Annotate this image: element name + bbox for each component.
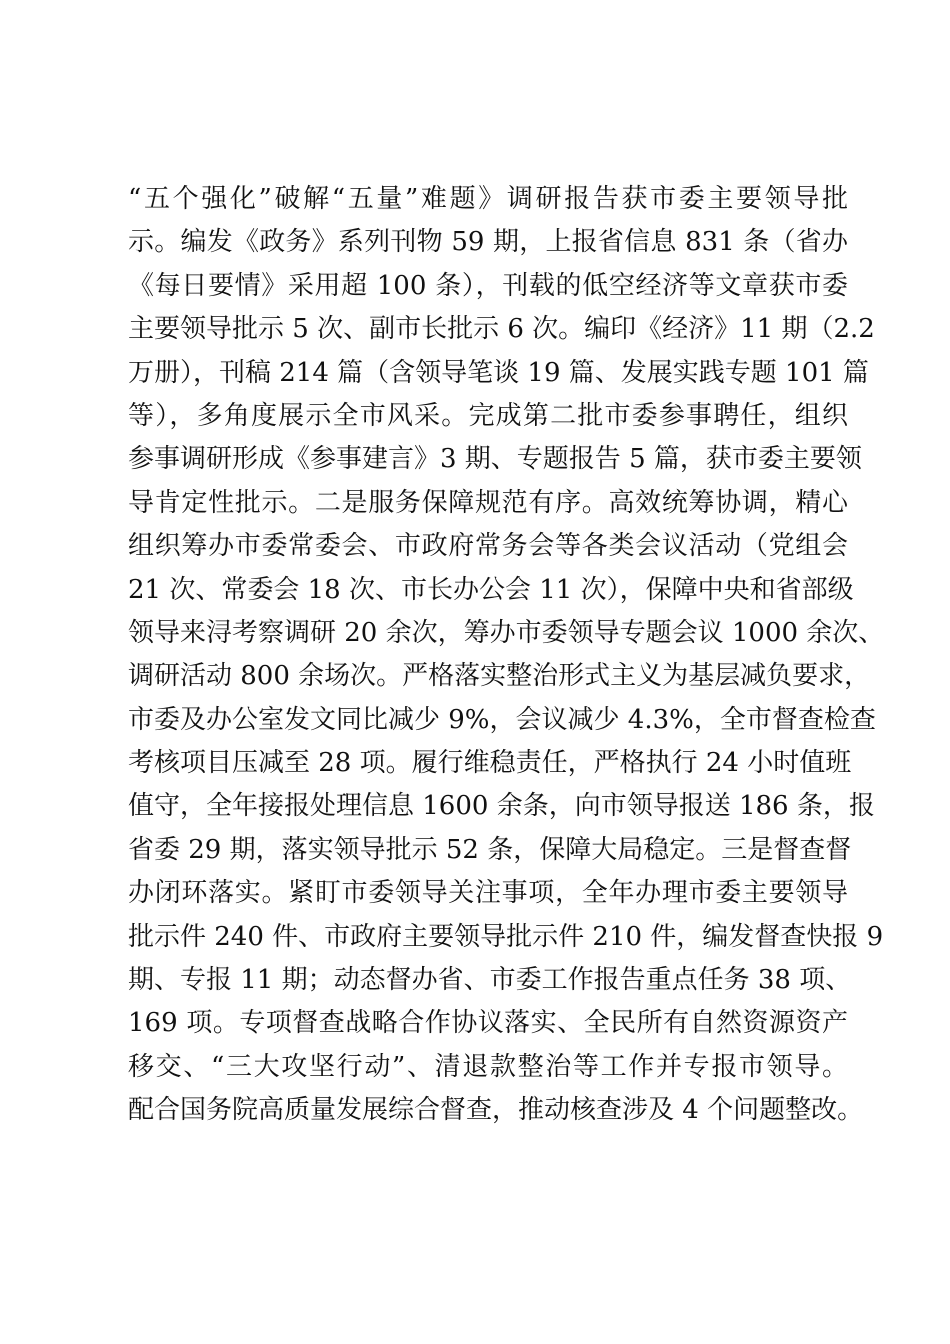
text-line: 主要领导批示 5 次、副市长批示 6 次。编印《经济》11 期（2.2 [128, 314, 875, 345]
text-line: 考核项目压减至 28 项。履行维稳责任，严格执行 24 小时值班 [128, 748, 852, 779]
text-line: 万册），刊稿 214 篇（含领导笔谈 19 篇、发展实践专题 101 篇 [128, 357, 869, 388]
text-line: 批示件 240 件、市政府主要领导批示件 210 件，编发督查快报 9 [128, 921, 884, 952]
text-line: 等），多角度展示全市风采。完成第二批市委参事聘任，组织 [128, 400, 848, 431]
text-line: 移交、“三大攻坚行动”、清退款整治等工作并专报市领导。 [128, 1051, 848, 1082]
text-line: 配合国务院高质量发展综合督查，推动核查涉及 4 个问题整改。 [128, 1095, 864, 1126]
text-line: 组织筹办市委常委会、市政府常务会等各类会议活动（党组会 [128, 531, 848, 562]
text-line: “五个强化”破解“五量”难题》调研报告获市委主要领导批 [128, 184, 848, 214]
text-line: 示。编发《政务》系列刊物 59 期，上报省信息 831 条（省办 [128, 227, 848, 258]
text-line: 省委 29 期，落实领导批示 52 条，保障大局稳定。三是督查督 [128, 834, 852, 865]
document-body [128, 178, 885, 1133]
text-line: 21 次、常委会 18 次、市长办公会 11 次），保障中央和省部级 [128, 574, 854, 605]
text-line: 领导来浔考察调研 20 余次，筹办市委领导专题会议 1000 余次、 [128, 617, 885, 648]
text-line: 办闭环落实。紧盯市委领导关注事项，全年办理市委主要领导 [128, 878, 848, 909]
text-line: 值守，全年接报处理信息 1600 余条，向市领导报送 186 条，报 [128, 791, 875, 822]
text-line: 调研活动 800 余场次。严格落实整治形式主义为基层减负要求， [128, 661, 871, 692]
text-line: 《每日要情》采用超 100 条），刊载的低空经济等文章获市委 [128, 270, 848, 301]
text-line: 参事调研形成《参事建言》3 期、专题报告 5 篇，获市委主要领 [128, 444, 862, 475]
text-line: 期、专报 11 期；动态督办省、市委工作报告重点任务 38 项、 [128, 965, 852, 996]
text-line: 市委及办公室发文同比减少 9%，会议减少 4.3%，全市督查检查 [128, 704, 876, 735]
text-line: 导肯定性批示。二是服务保障规范有序。高效统筹协调，精心 [128, 487, 848, 518]
text-line: 169 项。专项督查战略合作协议落实、全民所有自然资源资产 [128, 1008, 848, 1039]
